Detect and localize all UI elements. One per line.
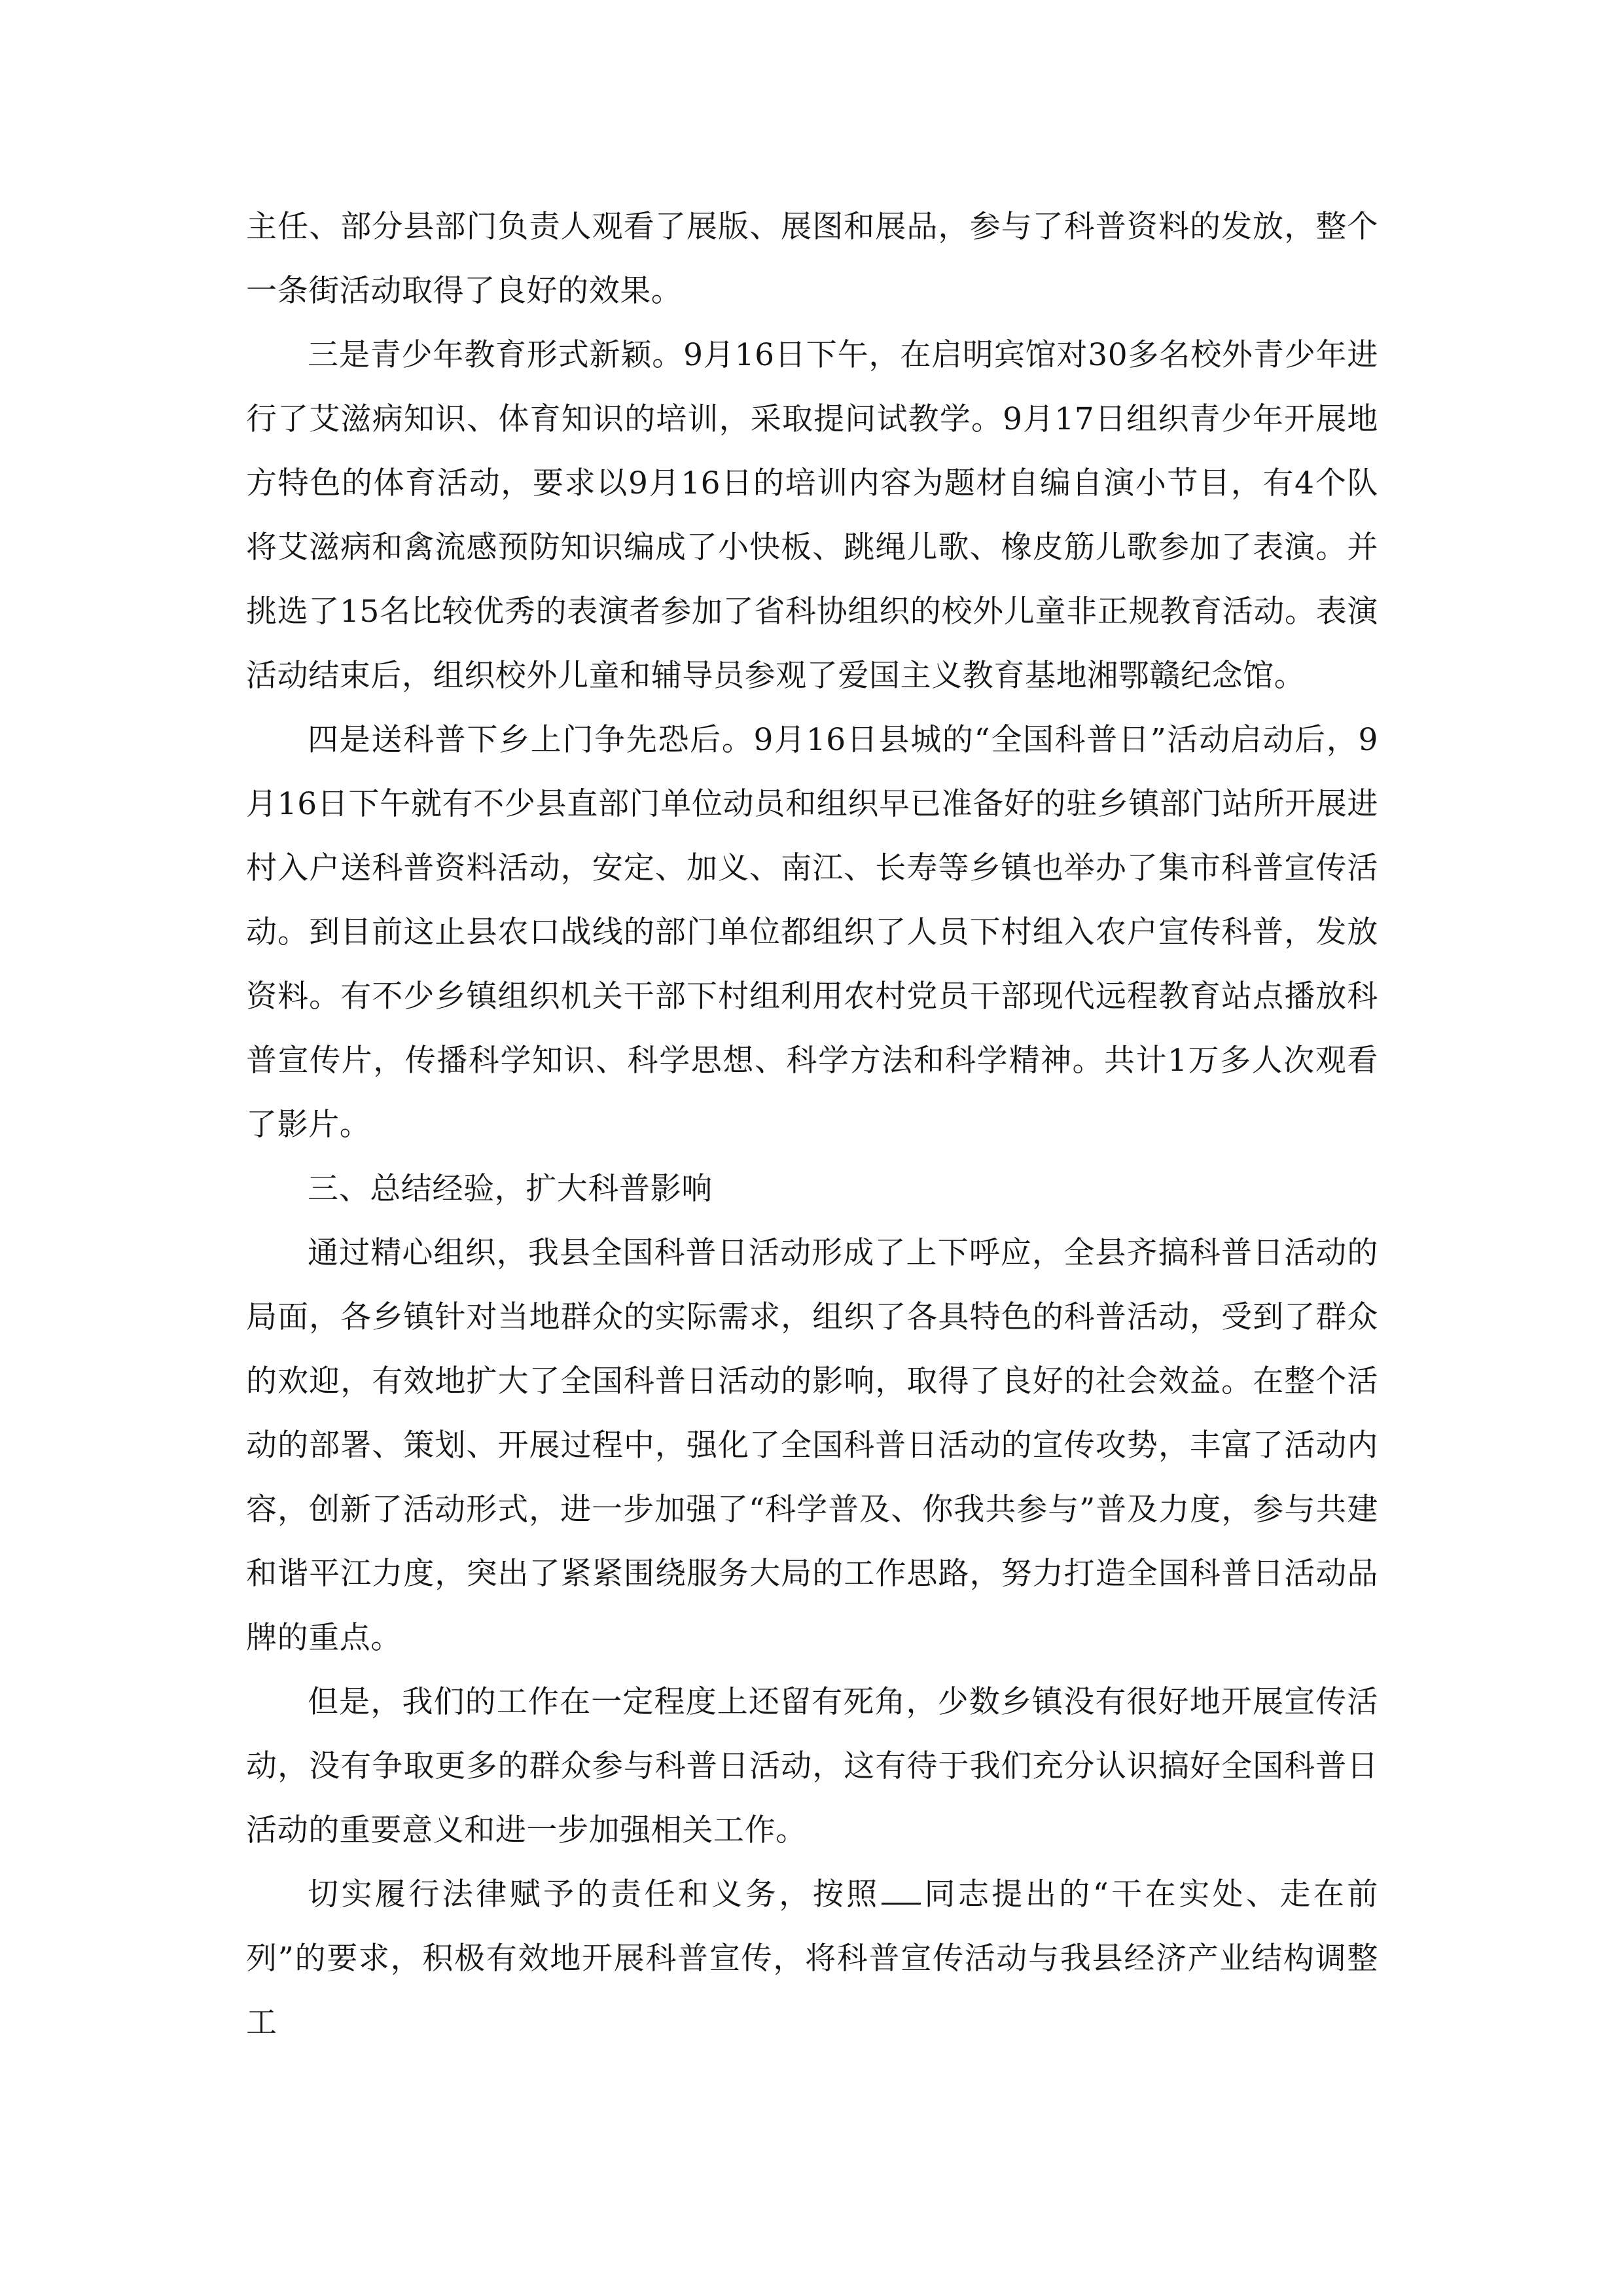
paragraph-shortcomings: 但是，我们的工作在一定程度上还留有死角，少数乡镇没有很好地开展宣传活动，没有争取更多的群众参与科普日活动，这有待于我们充分认识搞好全国科普日活动的重要意义和进一步加强相关工作。 [246, 1684, 1378, 1848]
document-body [246, 195, 1378, 2055]
fill-in-blank [882, 1874, 921, 1905]
paragraph-final [246, 1863, 1378, 2055]
paragraph-youth-education: 三是青少年教育形式新颖。9月16日下午，在启明宾馆对30多名校外青少年进行了艾滋病知识、体育知识的培训，采取提问试教学。9月17日组织青少年开展地方特色的体育活动，要求以9月16日的培训内容为题材自编自演小节目，有4个队将艾滋病和禽流感预防知识编成了小快板、跳绳儿歌、橡皮筋儿歌参加了表演。并挑选了15名比较优秀的表演者参加了省科协组织的校外儿童非正规教育活动。表演活动结束后，组织校外儿童和辅导员参观了爱国主义教育基地湘鄂赣纪念馆。 [246, 337, 1378, 694]
section-heading: 三、总结经验，扩大科普影响 [308, 1171, 713, 1207]
final-text-after-blank: 同志提出的“干在实处、走在前列”的要求，积极有效地开展科普宣传，将科普宣传活动与我县经济产业结构调整工 [246, 1876, 1378, 2041]
paragraph-summary: 通过精心组织，我县全国科普日活动形成了上下呼应，全县齐搞科普日活动的局面，各乡镇针对当地群众的实际需求，组织了各具特色的科普活动，受到了群众的欢迎，有效地扩大了全国科普日活动的影响，取得了良好的社会效益。在整个活动的部署、策划、开展过程中，强化了全国科普日活动的宣传攻势，丰富了活动内容，创新了活动形式，进一步加强了“科学普及、你我共参与”普及力度，参与共建和谐平江力度，突出了紧紧围绕服务大局的工作思路，努力打造全国科普日活动品牌的重点。 [246, 1235, 1378, 1656]
paragraph-continuation: 主任、部分县部门负责人观看了展版、展图和展品，参与了科普资料的发放，整个一条街活动取得了良好的效果。 [246, 209, 1378, 309]
paragraph-rural-outreach: 四是送科普下乡上门争先恐后。9月16日县城的“全国科普日”活动启动后，9月16日下午就有不少县直部门单位动员和组织早已准备好的驻乡镇部门站所开展进村入户送科普资料活动，安定、加义、南江、长寿等乡镇也举办了集市科普宣传活动。到目前这止县农口战线的部门单位都组织了人员下村组入农户宣传科普，发放资料。有不少乡镇组织机关干部下村组利用农村党员干部现代远程教育站点播放科普宣传片，传播科学知识、科学思想、科学方法和科学精神。共计1万多人次观看了影片。 [246, 722, 1378, 1143]
final-text-before-blank: 切实履行法律赋予的责任和义务，按照 [308, 1876, 880, 1912]
